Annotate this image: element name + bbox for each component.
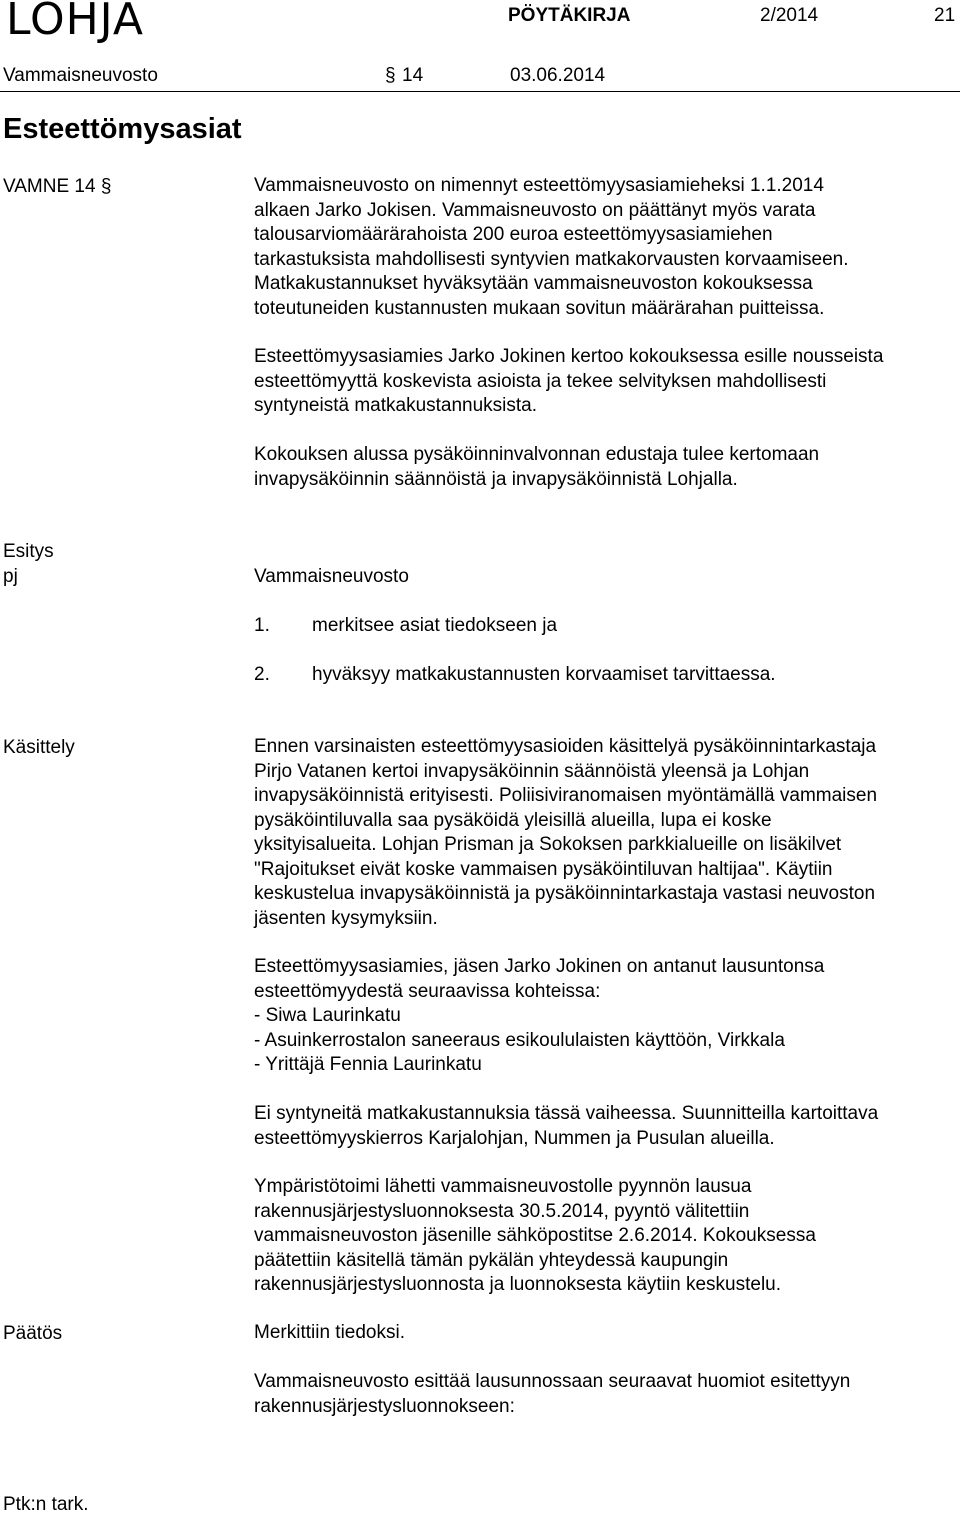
lohja-logo: LOHJA: [6, 0, 144, 45]
intro-paragraph: Esteettömyysasiamies Jarko Jokinen kertoo kokouksessa esille nousseista esteettömyyttä koskevista asioista ja tekee selvityksen mahdollisesti syntyneistä matkakustannuksista.: [254, 346, 884, 416]
paatos-paragraph: Vammaisneuvosto esittää lausunnossaan seuraavat huomiot esitettyyn rakennusjärjestysluonnokseen:: [254, 1371, 851, 1417]
paatos-paragraph: Merkittiin tiedoksi.: [254, 1322, 405, 1343]
page-number: 21: [934, 5, 956, 26]
proposal-number: 1.: [254, 615, 270, 636]
proposal-text: merkitsee asiat tiedokseen ja: [312, 615, 558, 636]
kasittely-paragraph: Ympäristötoimi lähetti vammaisneuvostolle pyynnön lausua rakennusjärjestysluonnoksesta 30.5.2014, pyyntö välitettiin vammaisneuvoston jäsenille sähköpostitse 2.6.2014. Kokouksessa päätettiin käsitellä tämän pykälän yhteydessä kaupungin rakennusjärjestysluonnosta ja luonnoksesta käytiin keskustelu.: [254, 1176, 816, 1295]
item-code-label: VAMNE 14 §: [3, 176, 112, 197]
section-symbol: §: [385, 65, 396, 86]
kasittely-paragraph: Ennen varsinaisten esteettömyysasioiden käsittelyä pysäköinnintarkastaja Pirjo Vatanen kertoi invapysäköinnin säännöistä yleensä ja Lohjan invapysäköinnistä erityisesti. Poliisiviranomaisen myöntämällä vammaisen pysäköintiluvalla saa pysäköidä yleisillä alueilla, lupa ei koske yksityisalueita. Lohjan Prisman ja Sokoksen parkkialueille on lisäkilvet "Rajoitukset eivät koske vammaisen pysäköintiluvan haltijaa". Käytiin keskustelua invapysäköinnistä ja pysäköinnintarkastaja vastasi neuvoston jäsenten kysymyksiin.: [254, 736, 878, 929]
section-title: Esteettömysasiat: [3, 113, 242, 145]
doc-type: PÖYTÄKIRJA: [508, 5, 631, 26]
kasittely-paragraph: Esteettömyysasiamies, jäsen Jarko Jokinen on antanut lausuntonsa esteettömyydestä seuraavissa kohteissa: - Siwa Laurinkatu - Asuinkerrostalon saneeraus esikoululaisten käyttöön, Virkkala - Yrittäjä Fennia Laurinkatu: [254, 956, 825, 1075]
esitys-sublabel: pj: [3, 566, 18, 587]
proposer: Vammaisneuvosto: [254, 566, 409, 587]
esitys-label: Esitys: [3, 541, 54, 562]
minutes-check-label: Ptk:n tark.: [3, 1494, 89, 1515]
header-rule: [0, 91, 960, 92]
proposal-number: 2.: [254, 664, 270, 685]
doc-number: 2/2014: [760, 5, 819, 26]
kasittely-label: Käsittely: [3, 737, 75, 758]
item-number: 14: [402, 65, 424, 86]
body-name: Vammaisneuvosto: [3, 65, 158, 86]
section-symbol: §: [100, 176, 112, 197]
intro-paragraph: Vammaisneuvosto on nimennyt esteettömyysasiamieheksi 1.1.2014 alkaen Jarko Jokisen. Vammaisneuvosto on päättänyt myös varata talousarviomäärärahoista 200 euroa esteettömyysasiamiehen tarkastuksista mahdollisesti syntyvien matkakorvausten korvaamiseen. Matkakustannukset hyväksytään vammaisneuvoston kokouksessa toteutuneiden kustannusten mukaan sovitun määrärahan puitteissa.: [254, 175, 849, 319]
kasittely-paragraph: Ei syntyneitä matkakustannuksia tässä vaiheessa. Suunnitteilla kartoittava esteettömyyskierros Karjalohjan, Nummen ja Pusulan alueilla.: [254, 1103, 879, 1149]
proposal-text: hyväksyy matkakustannusten korvaamiset tarvittaessa.: [312, 664, 776, 685]
paatos-label: Päätös: [3, 1323, 63, 1344]
meeting-date: 03.06.2014: [510, 65, 606, 86]
intro-paragraph: Kokouksen alussa pysäköinninvalvonnan edustaja tulee kertomaan invapysäköinnin säännöistä ja invapysäköinnistä Lohjalla.: [254, 444, 820, 490]
